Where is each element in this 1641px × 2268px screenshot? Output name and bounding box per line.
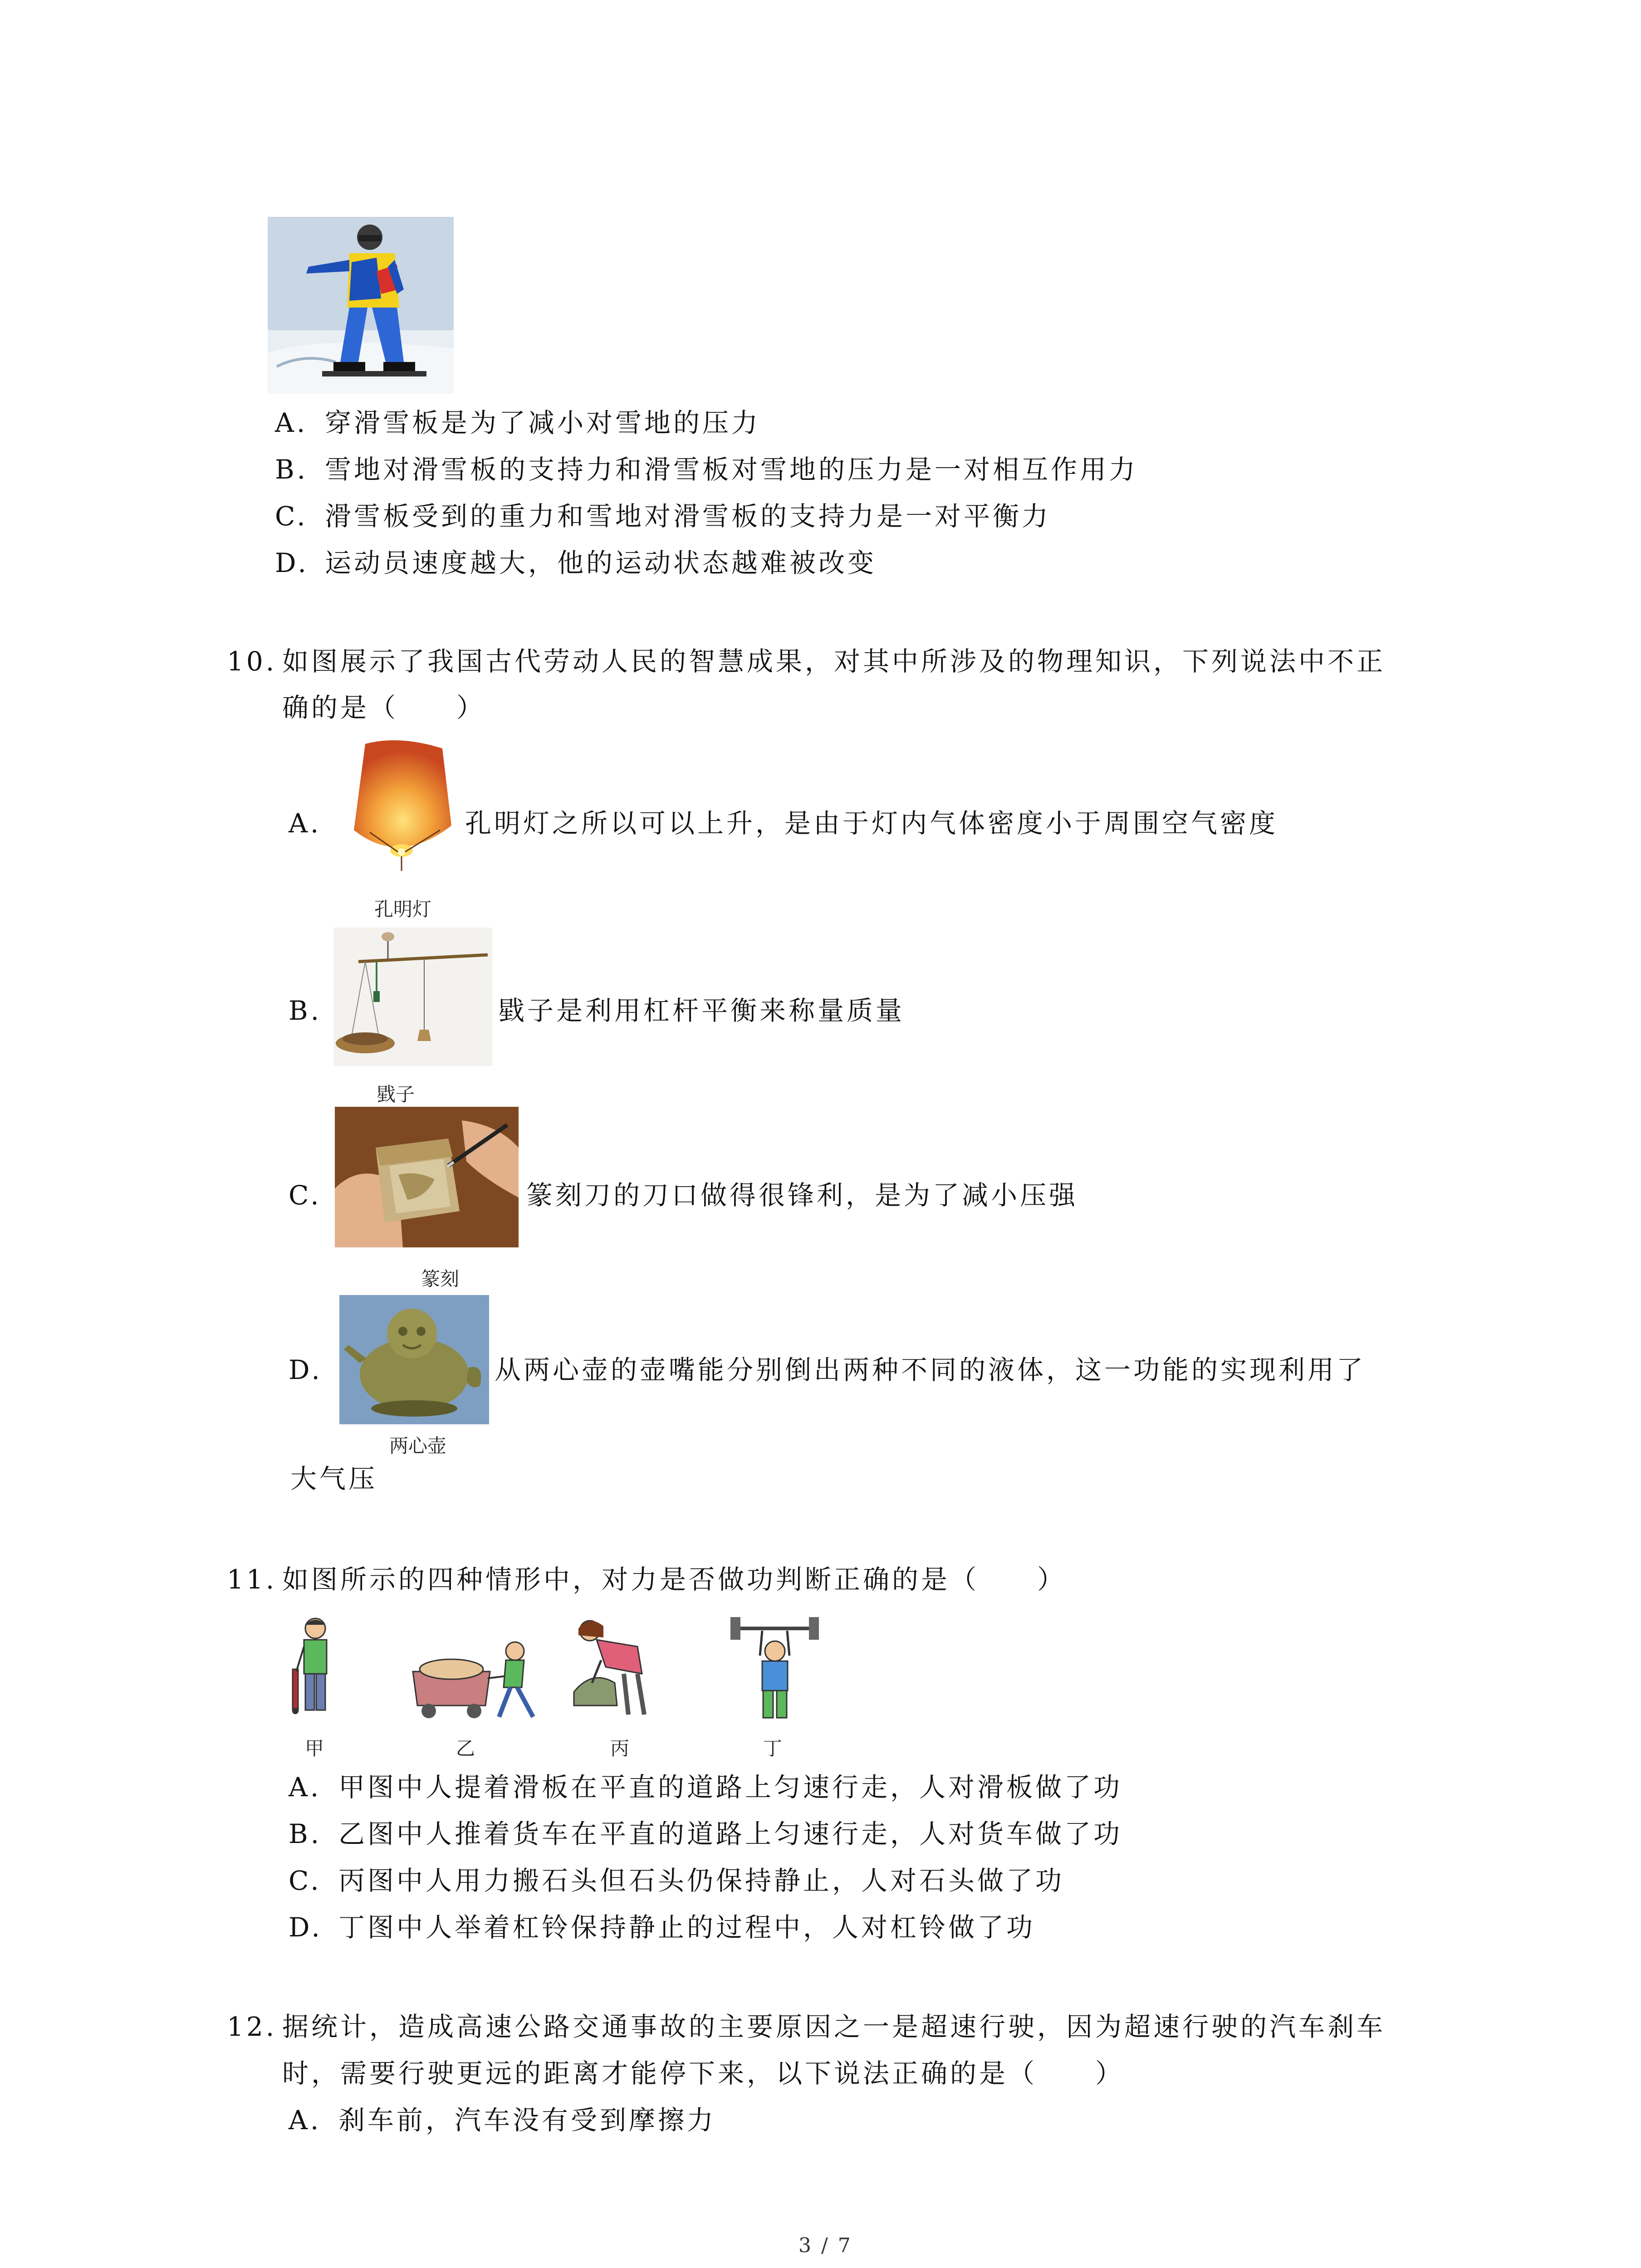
q12-option-a: A. 刹车前，汽车没有受到摩擦力 xyxy=(289,2105,716,2136)
q11-option-b: B. 乙图中人推着货车在平直的道路上匀速行走，人对货车做了功 xyxy=(289,1818,1123,1849)
figure-yi-label: 乙 xyxy=(456,1737,475,1760)
q10-option-c-label: C. xyxy=(289,1180,322,1211)
q11-option-d: D. 丁图中人举着杠铃保持静止的过程中，人对杠铃做了功 xyxy=(289,1912,1036,1943)
q11-stem: 如图所示的四种情形中，对力是否做功判断正确的是（ ） xyxy=(282,1564,1067,1595)
q10-stem-line2: 确的是（ ） xyxy=(282,692,486,723)
q11-option-a: A. 甲图中人提着滑板在平直的道路上匀速行走，人对滑板做了功 xyxy=(289,1772,1123,1803)
two-heart-pot-image xyxy=(339,1295,489,1424)
snowboarder-image xyxy=(268,217,454,394)
figure-ding-image xyxy=(726,1610,823,1724)
lantern-image xyxy=(338,735,460,880)
q10-number: 10. xyxy=(227,646,277,677)
two-heart-pot-caption: 两心壶 xyxy=(389,1435,447,1457)
q10-option-b-text: 戥子是利用杠杆平衡来称量质量 xyxy=(498,995,905,1026)
steelyard-image xyxy=(333,928,492,1066)
steelyard-caption: 戥子 xyxy=(377,1083,415,1105)
q11-option-c: C. 丙图中人用力搬石头但石头仍保持静止，人对石头做了功 xyxy=(289,1865,1065,1896)
figure-bing-image xyxy=(565,1615,660,1724)
figure-yi-image xyxy=(408,1633,549,1724)
q9-option-b: B. 雪地对滑雪板的支持力和滑雪板对雪地的压力是一对相互作用力 xyxy=(275,454,1138,485)
lantern-caption: 孔明灯 xyxy=(374,898,432,920)
q9-option-c: C. 滑雪板受到的重力和雪地对滑雪板的支持力是一对平衡力 xyxy=(275,501,1051,532)
q10-option-d-label: D. xyxy=(289,1354,323,1385)
q10-option-d-text-cont: 大气压 xyxy=(290,1463,378,1494)
q9-option-d: D. 运动员速度越大，他的运动状态越难被改变 xyxy=(275,547,877,578)
seal-carving-image xyxy=(335,1107,519,1247)
figure-bing-label: 丙 xyxy=(610,1737,630,1760)
q10-option-d-text: 从两心壶的壶嘴能分别倒出两种不同的液体，这一功能的实现利用了 xyxy=(495,1354,1366,1385)
q9-option-a: A. 穿滑雪板是为了减小对雪地的压力 xyxy=(275,407,761,438)
q10-stem-line1: 如图展示了我国古代劳动人民的智慧成果，对其中所涉及的物理知识，下列说法中不正 xyxy=(282,646,1386,677)
q10-option-b-label: B. xyxy=(289,995,322,1026)
q12-stem-line1: 据统计，造成高速公路交通事故的主要原因之一是超速行驶，因为超速行驶的汽车刹车 xyxy=(282,2011,1386,2042)
q10-option-c-text: 篆刻刀的刀口做得很锋利，是为了减小压强 xyxy=(526,1180,1078,1211)
figure-jia-label: 甲 xyxy=(305,1737,324,1760)
q10-option-a-label: A. xyxy=(289,808,322,839)
seal-carving-caption: 篆刻 xyxy=(421,1268,460,1290)
q12-number: 12. xyxy=(227,2011,277,2042)
page-number: 3 / 7 xyxy=(798,2234,852,2257)
q12-stem-line2: 时，需要行驶更远的距离才能停下来，以下说法正确的是（ ） xyxy=(282,2058,1125,2089)
figure-ding-label: 丁 xyxy=(763,1737,783,1760)
figure-jia-image xyxy=(284,1615,347,1724)
q11-number: 11. xyxy=(227,1564,277,1595)
q10-option-a-text: 孔明灯之所以可以上升，是由于灯内气体密度小于周围空气密度 xyxy=(465,808,1279,839)
